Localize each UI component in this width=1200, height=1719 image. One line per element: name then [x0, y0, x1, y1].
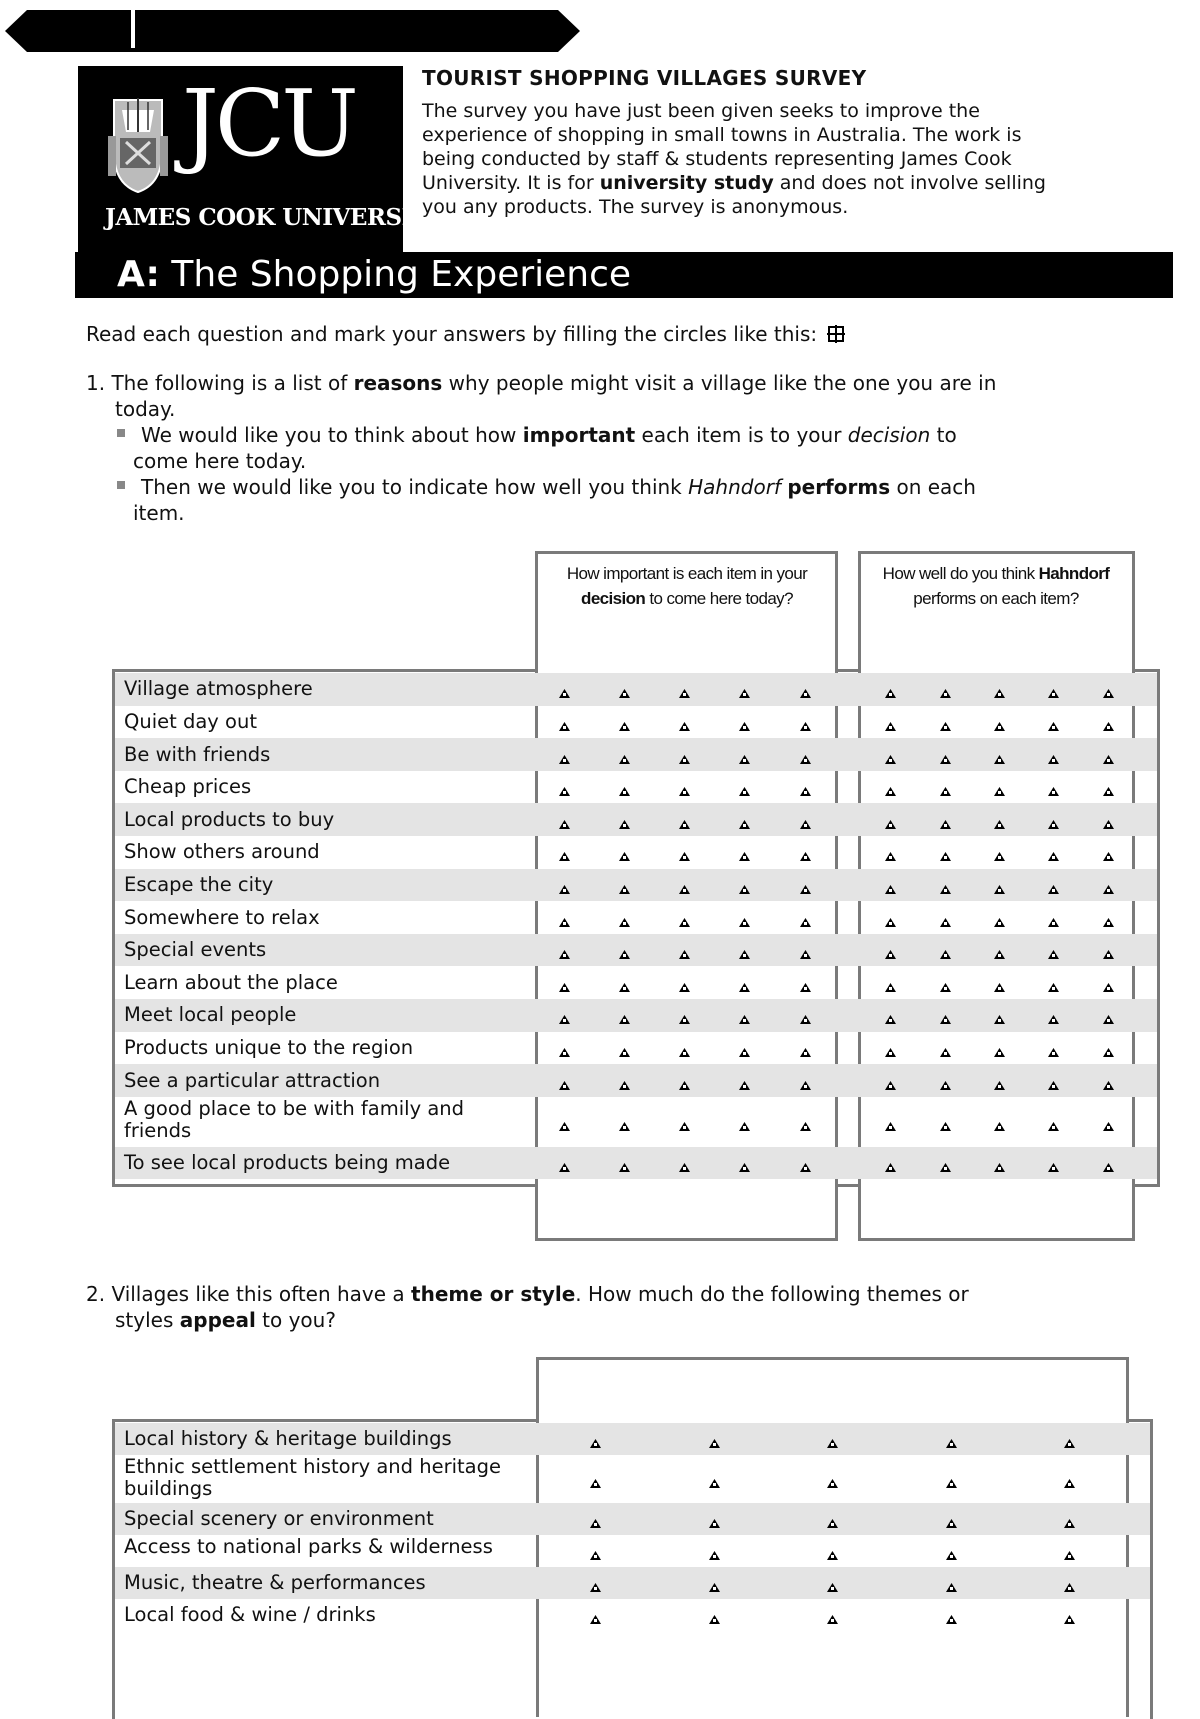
q1-response-circle[interactable] [678, 1043, 691, 1053]
q1-response-circle[interactable] [884, 750, 897, 760]
q2-response-circle[interactable] [945, 1546, 958, 1556]
q1-response-circle[interactable] [993, 815, 1006, 825]
q1-response-circle[interactable] [884, 847, 897, 857]
q1-row-label: Quiet day out [124, 709, 257, 733]
q1-response-circle[interactable] [738, 880, 751, 890]
q1-response-circle[interactable] [678, 815, 691, 825]
q1-response-circle[interactable] [1102, 750, 1115, 760]
q1-response-circle[interactable] [618, 880, 631, 890]
q1-response-circle[interactable] [884, 717, 897, 727]
logo-wordmark: JCU [182, 70, 355, 177]
q1-importance-header: How important is each item in your decision to come here today? [566, 564, 808, 608]
q1-response-circle[interactable] [678, 1117, 691, 1127]
q1-response-circle[interactable] [618, 945, 631, 955]
section-title: The Shopping Experience [171, 254, 632, 295]
q1-response-circle[interactable] [939, 1076, 952, 1086]
q1-response-circle[interactable] [558, 1043, 571, 1053]
bullet-icon [117, 429, 125, 437]
q1-response-circle[interactable] [558, 684, 571, 694]
q1-response-circle[interactable] [558, 750, 571, 760]
q1-response-circle[interactable] [993, 913, 1006, 923]
q1-response-circle[interactable] [558, 978, 571, 988]
section-letter: A: [117, 254, 160, 295]
q2-response-circle[interactable] [708, 1474, 721, 1484]
q2-response-circle[interactable] [826, 1474, 839, 1484]
q2-row-label: Music, theatre & performances [124, 1571, 426, 1594]
q1-response-circle[interactable] [939, 1158, 952, 1168]
intro-text: The survey you have just been given seeks to improve the experience of shopping in small towns in Australia. The work is being conducted by staff & students representing James Cook University. It is for university study and does not involve selling you any products. The survey is anonymous. [422, 100, 1046, 218]
q1-response-circle[interactable] [993, 717, 1006, 727]
q1-response-circle[interactable] [884, 815, 897, 825]
q2-response-circle[interactable] [826, 1434, 839, 1444]
q1-response-circle[interactable] [678, 1010, 691, 1020]
q1-response-circle[interactable] [799, 1158, 812, 1168]
q1-response-circle[interactable] [939, 978, 952, 988]
q1-response-circle[interactable] [618, 1010, 631, 1020]
q1-response-circle[interactable] [678, 945, 691, 955]
q1-response-circle[interactable] [1102, 913, 1115, 923]
q2-response-circle[interactable] [1063, 1474, 1076, 1484]
q1-response-circle[interactable] [884, 880, 897, 890]
q1-response-circle[interactable] [799, 782, 812, 792]
q1-response-circle[interactable] [1047, 684, 1060, 694]
q1-response-circle[interactable] [939, 684, 952, 694]
q1-response-circle[interactable] [618, 684, 631, 694]
q1-response-circle[interactable] [558, 945, 571, 955]
q2-response-circle[interactable] [708, 1514, 721, 1524]
q2-response-circle[interactable] [826, 1578, 839, 1588]
q1-response-circle[interactable] [993, 750, 1006, 760]
q1-response-circle[interactable] [558, 782, 571, 792]
q1-response-circle[interactable] [1102, 1158, 1115, 1168]
q1-response-circle[interactable] [678, 717, 691, 727]
q1-response-circle[interactable] [738, 782, 751, 792]
q1-response-circle[interactable] [618, 978, 631, 988]
q1-response-circle[interactable] [738, 978, 751, 988]
q1-response-circle[interactable] [558, 815, 571, 825]
q1-response-circle[interactable] [939, 1117, 952, 1127]
q2-response-circle[interactable] [589, 1474, 602, 1484]
q1-response-circle[interactable] [618, 717, 631, 727]
top-banner-divider [131, 4, 135, 48]
q1-response-circle[interactable] [1047, 750, 1060, 760]
question-1-bullet-1: We would like you to think about how important each item is to your decision to [86, 422, 1146, 448]
top-banner [5, 10, 580, 52]
q1-response-circle[interactable] [678, 1158, 691, 1168]
q1-response-circle[interactable] [799, 1010, 812, 1020]
q1-response-circle[interactable] [1102, 815, 1115, 825]
q2-response-circle[interactable] [708, 1546, 721, 1556]
q1-response-circle[interactable] [993, 978, 1006, 988]
q1-response-circle[interactable] [939, 880, 952, 890]
q1-response-circle[interactable] [738, 815, 751, 825]
q1-response-circle[interactable] [939, 913, 952, 923]
q1-response-circle[interactable] [939, 945, 952, 955]
q1-response-circle[interactable] [993, 1010, 1006, 1020]
q1-response-circle[interactable] [1047, 1117, 1060, 1127]
q1-response-circle[interactable] [884, 945, 897, 955]
q1-response-circle[interactable] [558, 1076, 571, 1086]
q1-response-circle[interactable] [738, 1076, 751, 1086]
q2-response-circle[interactable] [945, 1578, 958, 1588]
q1-response-circle[interactable] [1102, 1043, 1115, 1053]
q1-response-circle[interactable] [678, 750, 691, 760]
q1-response-circle[interactable] [558, 717, 571, 727]
q1-row-label: Escape the city [124, 872, 274, 896]
q1-response-circle[interactable] [1102, 847, 1115, 857]
q1-response-circle[interactable] [799, 978, 812, 988]
q1-response-circle[interactable] [884, 782, 897, 792]
q1-response-circle[interactable] [738, 684, 751, 694]
q1-response-circle[interactable] [618, 750, 631, 760]
q2-response-circle[interactable] [945, 1514, 958, 1524]
q1-response-circle[interactable] [738, 1010, 751, 1020]
q2-row-label: Special scenery or environment [124, 1507, 434, 1530]
q2-row-label: Local history & heritage buildings [124, 1427, 452, 1450]
q2-response-circle[interactable] [708, 1610, 721, 1620]
q2-response-circle[interactable] [708, 1578, 721, 1588]
q2-response-circle[interactable] [708, 1434, 721, 1444]
q1-response-circle[interactable] [799, 750, 812, 760]
q1-response-circle[interactable] [939, 750, 952, 760]
q1-response-circle[interactable] [558, 913, 571, 923]
q1-response-circle[interactable] [618, 815, 631, 825]
q1-response-circle[interactable] [678, 847, 691, 857]
q2-row-label: Access to national parks & wilderness [124, 1535, 493, 1558]
q1-response-circle[interactable] [738, 750, 751, 760]
q1-response-circle[interactable] [993, 847, 1006, 857]
q2-response-circle[interactable] [589, 1578, 602, 1588]
q1-response-circle[interactable] [884, 1158, 897, 1168]
q1-response-circle[interactable] [618, 1117, 631, 1127]
q2-row-label: Ethnic settlement history and heritage buildings [124, 1455, 501, 1500]
q1-response-circle[interactable] [799, 945, 812, 955]
survey-title: TOURIST SHOPPING VILLAGES SURVEY [422, 66, 867, 90]
q1-response-circle[interactable] [1102, 717, 1115, 727]
q1-response-circle[interactable] [678, 978, 691, 988]
q1-response-circle[interactable] [993, 945, 1006, 955]
section-header [75, 252, 1173, 298]
q2-response-circle[interactable] [945, 1434, 958, 1444]
q1-row-label: Special events [124, 938, 267, 962]
q1-response-circle[interactable] [884, 1010, 897, 1020]
q2-appeal-column [536, 1357, 1129, 1717]
q1-response-circle[interactable] [678, 1076, 691, 1086]
q1-response-circle[interactable] [884, 1117, 897, 1127]
q1-row-label: See a particular attraction [124, 1068, 381, 1092]
instruction-text: Read each question and mark your answers by filling the circles like this: [86, 322, 845, 346]
q1-response-circle[interactable] [993, 1043, 1006, 1053]
q1-response-circle[interactable] [1102, 684, 1115, 694]
q1-response-circle[interactable] [1047, 1158, 1060, 1168]
q1-response-circle[interactable] [738, 847, 751, 857]
q1-response-circle[interactable] [799, 913, 812, 923]
q1-response-circle[interactable] [1047, 978, 1060, 988]
q1-row-label: Show others around [124, 840, 320, 864]
q1-response-circle[interactable] [1102, 978, 1115, 988]
q2-response-circle[interactable] [826, 1610, 839, 1620]
q1-response-circle[interactable] [884, 913, 897, 923]
q1-row-label: Somewhere to relax [124, 905, 320, 929]
q1-response-circle[interactable] [618, 1043, 631, 1053]
q1-response-circle[interactable] [884, 978, 897, 988]
university-logo [78, 66, 445, 253]
q2-response-circle[interactable] [1063, 1610, 1076, 1620]
q1-performance-header: How well do you think Hahndorf performs on each item? [882, 564, 1110, 608]
q1-response-circle[interactable] [1047, 782, 1060, 792]
q1-response-circle[interactable] [1047, 913, 1060, 923]
q2-response-circle[interactable] [1063, 1546, 1076, 1556]
q1-row-label: To see local products being made [124, 1151, 451, 1175]
q1-response-circle[interactable] [558, 1158, 571, 1168]
q1-response-circle[interactable] [799, 880, 812, 890]
q1-response-circle[interactable] [558, 1010, 571, 1020]
question-2: 2. Villages like this often have a theme or style. How much do the following themes or styles appeal to you? [86, 1282, 969, 1332]
q1-response-circle[interactable] [1102, 782, 1115, 792]
q1-response-circle[interactable] [939, 717, 952, 727]
q2-response-circle[interactable] [945, 1474, 958, 1484]
q1-row-label: Local products to buy [124, 807, 335, 831]
q1-response-circle[interactable] [1047, 1010, 1060, 1020]
q1-response-circle[interactable] [738, 1117, 751, 1127]
q1-response-circle[interactable] [799, 815, 812, 825]
q1-response-circle[interactable] [558, 1117, 571, 1127]
q1-row-label: Be with friends [124, 742, 271, 766]
q1-response-circle[interactable] [1047, 815, 1060, 825]
q1-response-circle[interactable] [1102, 1117, 1115, 1127]
q1-row-label: A good place to be with family and friends [124, 1096, 465, 1142]
question-1-line1: 1. The following is a list of reasons why people might visit a village like the one you are in [86, 371, 997, 395]
question-1: 1. The following is a list of reasons why people might visit a village like the one you are in today. We would like you to think about how important each item is to your decision to come here today. Then we would like you to indicate how well you think Hahndorf performs on each item. [86, 370, 1146, 526]
q1-response-circle[interactable] [738, 945, 751, 955]
logo-university-name: JAMES COOK UNIVERSITY [105, 204, 445, 231]
q1-response-circle[interactable] [618, 1158, 631, 1168]
crest-icon [104, 92, 172, 196]
q1-response-circle[interactable] [884, 1043, 897, 1053]
q1-response-circle[interactable] [1047, 717, 1060, 727]
q1-response-circle[interactable] [1047, 1076, 1060, 1086]
q1-response-circle[interactable] [993, 684, 1006, 694]
q1-row-label: Learn about the place [124, 970, 338, 994]
q1-response-circle[interactable] [884, 1076, 897, 1086]
q1-response-circle[interactable] [1102, 1076, 1115, 1086]
q1-response-circle[interactable] [939, 815, 952, 825]
q1-response-circle[interactable] [993, 1158, 1006, 1168]
q1-response-circle[interactable] [738, 717, 751, 727]
q2-response-circle[interactable] [826, 1514, 839, 1524]
q1-response-circle[interactable] [1047, 1043, 1060, 1053]
filled-circle-example-icon [827, 325, 845, 343]
q1-response-circle[interactable] [738, 1158, 751, 1168]
q1-row-label: Meet local people [124, 1003, 297, 1027]
q1-response-circle[interactable] [1102, 1010, 1115, 1020]
q1-response-circle[interactable] [618, 847, 631, 857]
q1-response-circle[interactable] [678, 684, 691, 694]
q2-response-circle[interactable] [589, 1546, 602, 1556]
q1-response-circle[interactable] [618, 1076, 631, 1086]
q1-response-circle[interactable] [993, 1117, 1006, 1127]
q1-response-circle[interactable] [678, 880, 691, 890]
q1-response-circle[interactable] [1102, 945, 1115, 955]
q1-response-circle[interactable] [993, 880, 1006, 890]
q1-response-circle[interactable] [738, 913, 751, 923]
q1-row-label: Products unique to the region [124, 1035, 414, 1059]
q1-row-label: Village atmosphere [124, 677, 313, 701]
q1-response-circle[interactable] [678, 913, 691, 923]
q1-response-circle[interactable] [1047, 847, 1060, 857]
q2-response-circle[interactable] [589, 1610, 602, 1620]
q1-response-circle[interactable] [1047, 880, 1060, 890]
q2-response-circle[interactable] [826, 1546, 839, 1556]
q2-response-circle[interactable] [945, 1610, 958, 1620]
q1-response-circle[interactable] [558, 847, 571, 857]
q2-response-circle[interactable] [1063, 1434, 1076, 1444]
q1-response-circle[interactable] [939, 847, 952, 857]
q1-response-circle[interactable] [618, 782, 631, 792]
q2-response-circle[interactable] [589, 1514, 602, 1524]
q2-response-circle[interactable] [589, 1434, 602, 1444]
q1-response-circle[interactable] [939, 782, 952, 792]
question-1-bullet-2: Then we would like you to indicate how well you think Hahndorf performs on each [86, 474, 1146, 500]
q1-response-circle[interactable] [799, 684, 812, 694]
q1-response-circle[interactable] [738, 1043, 751, 1053]
q1-response-circle[interactable] [799, 1043, 812, 1053]
q1-response-circle[interactable] [993, 1076, 1006, 1086]
q1-response-circle[interactable] [799, 1117, 812, 1127]
q1-response-circle[interactable] [618, 913, 631, 923]
q1-response-circle[interactable] [799, 847, 812, 857]
q1-response-circle[interactable] [939, 1010, 952, 1020]
q2-response-circle[interactable] [1063, 1514, 1076, 1524]
q1-response-circle[interactable] [884, 684, 897, 694]
q2-response-circle[interactable] [1063, 1578, 1076, 1588]
q1-response-circle[interactable] [939, 1043, 952, 1053]
q1-response-circle[interactable] [558, 880, 571, 890]
q1-response-circle[interactable] [678, 782, 691, 792]
q1-row-label: Cheap prices [124, 775, 252, 799]
q1-response-circle[interactable] [799, 1076, 812, 1086]
bullet-icon [117, 481, 125, 489]
q1-response-circle[interactable] [993, 782, 1006, 792]
q2-row-label: Local food & wine / drinks [124, 1603, 376, 1626]
q1-response-circle[interactable] [1047, 945, 1060, 955]
q1-response-circle[interactable] [1102, 880, 1115, 890]
q1-response-circle[interactable] [799, 717, 812, 727]
